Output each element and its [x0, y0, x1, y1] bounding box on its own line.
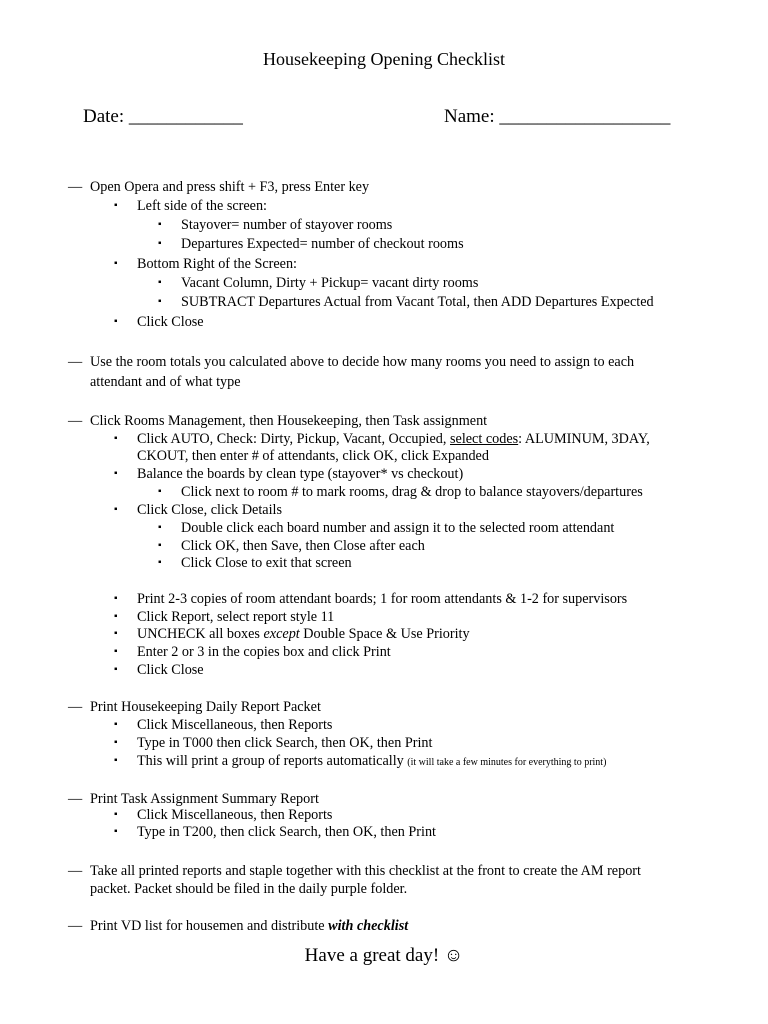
list-item-text: UNCHECK all boxes [137, 626, 264, 642]
dash-marker: — [68, 918, 83, 934]
list-item: SUBTRACT Departures Actual from Vacant Total, then ADD Departures Expected [181, 294, 654, 310]
bullet-icon: ▪ [114, 809, 118, 820]
bullet-icon: ▪ [114, 646, 118, 657]
dash-marker: — [68, 791, 83, 807]
date-field: Date: ____________ [83, 106, 243, 127]
section-task-assignment [68, 412, 690, 430]
dash-marker: — [68, 699, 83, 715]
list-item-continuation: CKOUT, then enter # of attendants, click OK, click Expanded [137, 448, 489, 464]
bullet-icon: ▪ [114, 258, 118, 269]
bullet-icon: ▪ [114, 826, 118, 837]
list-item [137, 753, 606, 771]
list-item: Click Miscellaneous, then Reports [137, 717, 333, 733]
section-open-opera [68, 178, 690, 196]
bullet-icon: ▪ [114, 316, 118, 327]
bullet-icon: ▪ [114, 468, 118, 479]
list-item: Click Close, click Details [137, 502, 282, 518]
section-open-opera-text: Open Opera and press shift + F3, press Enter key [90, 179, 370, 195]
list-item [137, 626, 470, 643]
list-item: Click Close [137, 314, 204, 330]
dash-marker: — [68, 863, 83, 879]
list-item: Balance the boards by clean type (stayover* vs checkout) [137, 466, 464, 482]
bullet-icon: ▪ [114, 200, 118, 211]
bullet-icon: ▪ [114, 611, 118, 622]
list-item: Double click each board number and assign it to the selected room attendant [181, 520, 615, 536]
name-field: Name: __________________ [444, 106, 671, 127]
bullet-icon: ▪ [114, 737, 118, 748]
bullet-icon: ▪ [114, 593, 118, 604]
list-item: Click Close [137, 662, 204, 678]
section-vd-list-main: Print VD list for housemen and distribute [90, 918, 329, 934]
bullet-icon: ▪ [158, 277, 162, 288]
section-vd-list-text [90, 917, 690, 935]
list-item: Click OK, then Save, then Close after each [181, 538, 425, 554]
list-item: Print 2-3 copies of room attendant boards; 1 for room attendants & 1-2 for supervisors [137, 591, 628, 607]
bullet-icon: ▪ [114, 664, 118, 675]
bullet-icon: ▪ [114, 504, 118, 515]
page-title: Housekeeping Opening Checklist [263, 49, 505, 69]
list-item: Type in T200, then click Search, then OK, then Print [137, 824, 436, 840]
section-task-assignment-text: Click Rooms Management, then Housekeeping, then Task assignment [90, 413, 488, 429]
closing-message: Have a great day! ☺ [304, 945, 464, 966]
list-item: Enter 2 or 3 in the copies box and click Print [137, 644, 391, 660]
bullet-icon: ▪ [158, 238, 162, 249]
select-codes-link: select codes [450, 431, 519, 447]
bullet-icon: ▪ [114, 433, 118, 444]
section-daily-report-packet [68, 698, 690, 716]
bullet-icon: ▪ [158, 522, 162, 533]
bullet-icon: ▪ [158, 540, 162, 551]
emphasis-text: with checklist [328, 918, 409, 934]
dash-marker: — [68, 354, 83, 370]
section-staple-reports-line1: Take all printed reports and staple together with this checklist at the front to create the AM report [90, 863, 641, 879]
list-item-note: (it will take a few minutes for everything to print) [407, 757, 607, 768]
list-item: Left side of the screen: [137, 198, 267, 214]
bullet-icon: ▪ [158, 486, 162, 497]
list-item: Click Close to exit that screen [181, 555, 352, 571]
bullet-icon: ▪ [114, 719, 118, 730]
list-item-text: Double Space & Use Priority [299, 626, 470, 642]
section-room-totals-line2: attendant and of what type [90, 374, 241, 390]
section-summary-report-text: Print Task Assignment Summary Report [90, 791, 319, 807]
list-item: Click next to room # to mark rooms, drag & drop to balance stayovers/departures [181, 484, 643, 500]
bullet-icon: ▪ [158, 557, 162, 568]
section-staple-reports-line2: packet. Packet should be filed in the daily purple folder. [90, 881, 408, 897]
list-item-text: : ALUMINUM, 3DAY, [518, 431, 650, 447]
emphasis-text: except [263, 626, 300, 642]
bullet-icon: ▪ [158, 296, 162, 307]
dash-marker: — [68, 413, 83, 429]
list-item-text: Click AUTO, Check: Dirty, Pickup, Vacant, Occupied, [137, 431, 450, 447]
section-staple-reports [68, 862, 690, 898]
list-item-text: This will print a group of reports automatically [137, 753, 408, 769]
list-item: Bottom Right of the Screen: [137, 256, 297, 272]
section-vd-list [68, 917, 690, 935]
bullet-icon: ▪ [114, 755, 118, 766]
list-item: Vacant Column, Dirty + Pickup= vacant dirty rooms [181, 275, 479, 291]
section-daily-report-packet-text: Print Housekeeping Daily Report Packet [90, 699, 321, 715]
bullet-icon: ▪ [158, 219, 162, 230]
bullet-icon: ▪ [114, 628, 118, 639]
section-room-totals [68, 353, 690, 391]
section-summary-report [68, 790, 690, 808]
list-item: Type in T000 then click Search, then OK, then Print [137, 735, 433, 751]
list-item: Click Miscellaneous, then Reports [137, 807, 333, 823]
list-item: Departures Expected= number of checkout rooms [181, 236, 464, 252]
list-item: Click Report, select report style 11 [137, 609, 335, 625]
section-room-totals-line1: Use the room totals you calculated above to decide how many rooms you need to assign to each [90, 354, 635, 370]
list-item [137, 431, 650, 448]
list-item: Stayover= number of stayover rooms [181, 217, 393, 233]
dash-marker: — [68, 179, 83, 195]
